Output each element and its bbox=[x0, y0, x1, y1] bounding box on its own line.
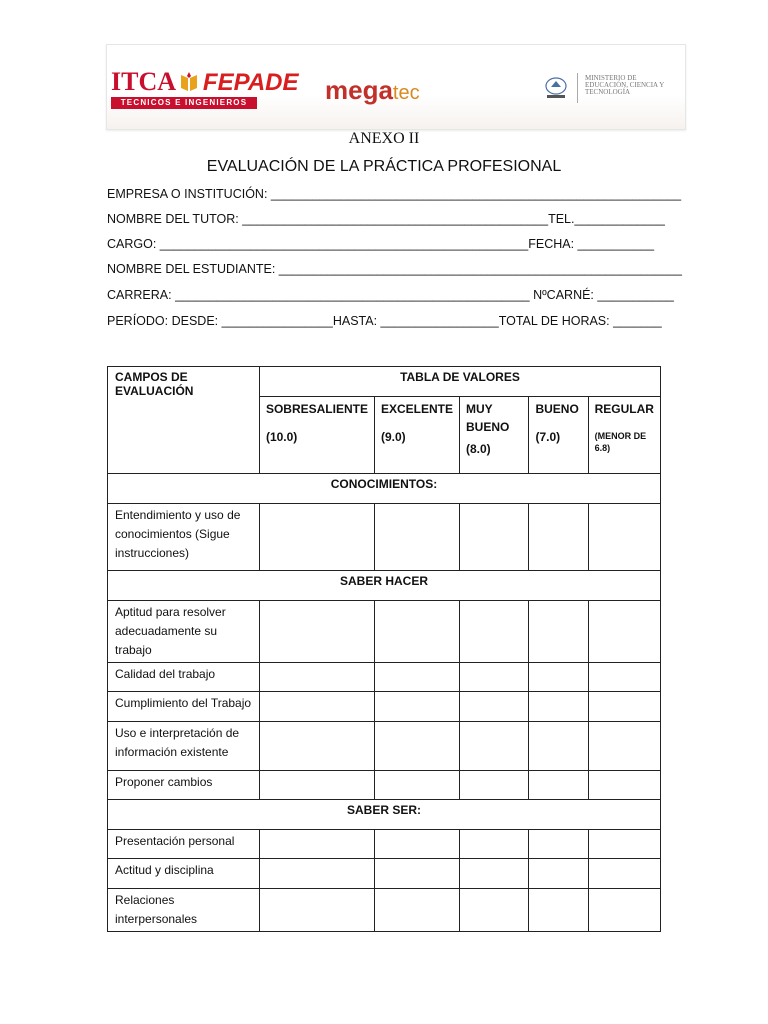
score-cell[interactable] bbox=[374, 504, 459, 571]
criterion-label: Cumplimiento del Trabajo bbox=[108, 692, 260, 722]
score-cell[interactable] bbox=[459, 663, 528, 692]
score-cell[interactable] bbox=[259, 830, 374, 859]
score-cell[interactable] bbox=[588, 601, 660, 663]
score-cell[interactable] bbox=[374, 722, 459, 771]
score-cell[interactable] bbox=[374, 889, 459, 932]
score-cell[interactable] bbox=[529, 771, 588, 800]
tec-logo-text: tec bbox=[392, 82, 420, 104]
empresa-field[interactable]: EMPRESA O INSTITUCIÓN: ___________________________________________________________ bbox=[107, 187, 682, 201]
criterion-label: Uso e interpretación de información existente bbox=[108, 722, 260, 771]
score-cell[interactable] bbox=[374, 830, 459, 859]
score-cell[interactable] bbox=[459, 601, 528, 663]
column-header: REGULAR (MENOR DE 6.8) bbox=[588, 397, 660, 474]
book-icon bbox=[180, 72, 198, 92]
periodo-field[interactable]: PERÍODO: DESDE: ________________HASTA: _________________TOTAL DE HORAS: _______ bbox=[107, 314, 662, 328]
tutor-field[interactable]: NOMBRE DEL TUTOR: ____________________________________________TEL._____________ bbox=[107, 212, 665, 226]
ministry-text: MINISTERIO DE EDUCACIÓN, CIENCIA Y TECNOLOGÍA bbox=[585, 74, 665, 96]
itca-fepade-logo bbox=[111, 67, 299, 107]
score-cell[interactable] bbox=[529, 601, 588, 663]
score-cell[interactable] bbox=[374, 601, 459, 663]
score-cell[interactable] bbox=[459, 722, 528, 771]
column-header: BUENO (7.0) bbox=[529, 397, 588, 474]
score-cell[interactable] bbox=[259, 663, 374, 692]
criterion-label: Aptitud para resolver adecuadamente su trabajo bbox=[108, 601, 260, 663]
score-cell[interactable] bbox=[459, 830, 528, 859]
annex-title: ANEXO II bbox=[348, 130, 420, 147]
score-cell[interactable] bbox=[374, 771, 459, 800]
score-cell[interactable] bbox=[259, 692, 374, 722]
score-cell[interactable] bbox=[259, 504, 374, 571]
tabla-valores-header: TABLA DE VALORES bbox=[259, 367, 660, 397]
score-cell[interactable] bbox=[459, 889, 528, 932]
section-header: SABER SER: bbox=[108, 800, 661, 830]
fepade-logo-text: FEPADE bbox=[202, 69, 299, 96]
score-cell[interactable] bbox=[259, 601, 374, 663]
score-cell[interactable] bbox=[374, 692, 459, 722]
coat-of-arms-icon bbox=[541, 75, 571, 99]
score-cell[interactable] bbox=[459, 771, 528, 800]
document-title: EVALUACIÓN DE LA PRÁCTICA PROFESIONAL bbox=[206, 158, 562, 175]
score-cell[interactable] bbox=[459, 692, 528, 722]
score-cell[interactable] bbox=[588, 830, 660, 859]
score-cell[interactable] bbox=[259, 889, 374, 932]
megatec-logo bbox=[325, 75, 420, 106]
campos-header: CAMPOS DE EVALUACIÓN bbox=[108, 367, 260, 474]
score-cell[interactable] bbox=[374, 859, 459, 889]
score-cell[interactable] bbox=[259, 722, 374, 771]
score-cell[interactable] bbox=[374, 663, 459, 692]
score-cell[interactable] bbox=[588, 722, 660, 771]
score-cell[interactable] bbox=[588, 771, 660, 800]
criterion-label: Proponer cambios bbox=[108, 771, 260, 800]
evaluation-table bbox=[107, 366, 661, 932]
itca-logo-text: ITCA bbox=[111, 67, 177, 96]
score-cell[interactable] bbox=[529, 663, 588, 692]
score-cell[interactable] bbox=[529, 722, 588, 771]
column-header: EXCELENTE (9.0) bbox=[374, 397, 459, 474]
score-cell[interactable] bbox=[529, 504, 588, 571]
column-header: MUY BUENO (8.0) bbox=[459, 397, 528, 474]
criterion-label: Relaciones interpersonales bbox=[108, 889, 260, 932]
criterion-label: Actitud y disciplina bbox=[108, 859, 260, 889]
score-cell[interactable] bbox=[259, 771, 374, 800]
score-cell[interactable] bbox=[529, 692, 588, 722]
cargo-field[interactable]: CARGO: _____________________________________________________FECHA: ___________ bbox=[107, 237, 655, 251]
itca-subtitle: TECNICOS E INGENIEROS bbox=[111, 97, 257, 109]
score-cell[interactable] bbox=[459, 504, 528, 571]
column-header: SOBRESALIENTE (10.0) bbox=[259, 397, 374, 474]
section-header: CONOCIMIENTOS: bbox=[108, 474, 661, 504]
score-cell[interactable] bbox=[529, 889, 588, 932]
score-cell[interactable] bbox=[588, 692, 660, 722]
score-cell[interactable] bbox=[529, 859, 588, 889]
score-cell[interactable] bbox=[529, 830, 588, 859]
criterion-label: Calidad del trabajo bbox=[108, 663, 260, 692]
carrera-field[interactable]: CARRERA: ___________________________________________________ NºCARNÉ: ___________ bbox=[107, 288, 674, 302]
mega-logo-text: mega bbox=[325, 75, 393, 105]
header-band bbox=[106, 44, 686, 130]
estudiante-field[interactable]: NOMBRE DEL ESTUDIANTE: __________________________________________________________ bbox=[107, 262, 682, 276]
logo-divider bbox=[577, 73, 578, 103]
score-cell[interactable] bbox=[588, 663, 660, 692]
score-cell[interactable] bbox=[259, 859, 374, 889]
section-header: SABER HACER bbox=[108, 571, 661, 601]
criterion-label: Presentación personal bbox=[108, 830, 260, 859]
score-cell[interactable] bbox=[459, 859, 528, 889]
score-cell[interactable] bbox=[588, 859, 660, 889]
score-cell[interactable] bbox=[588, 889, 660, 932]
criterion-label: Entendimiento y uso de conocimientos (Sigue instrucciones) bbox=[108, 504, 260, 571]
score-cell[interactable] bbox=[588, 504, 660, 571]
